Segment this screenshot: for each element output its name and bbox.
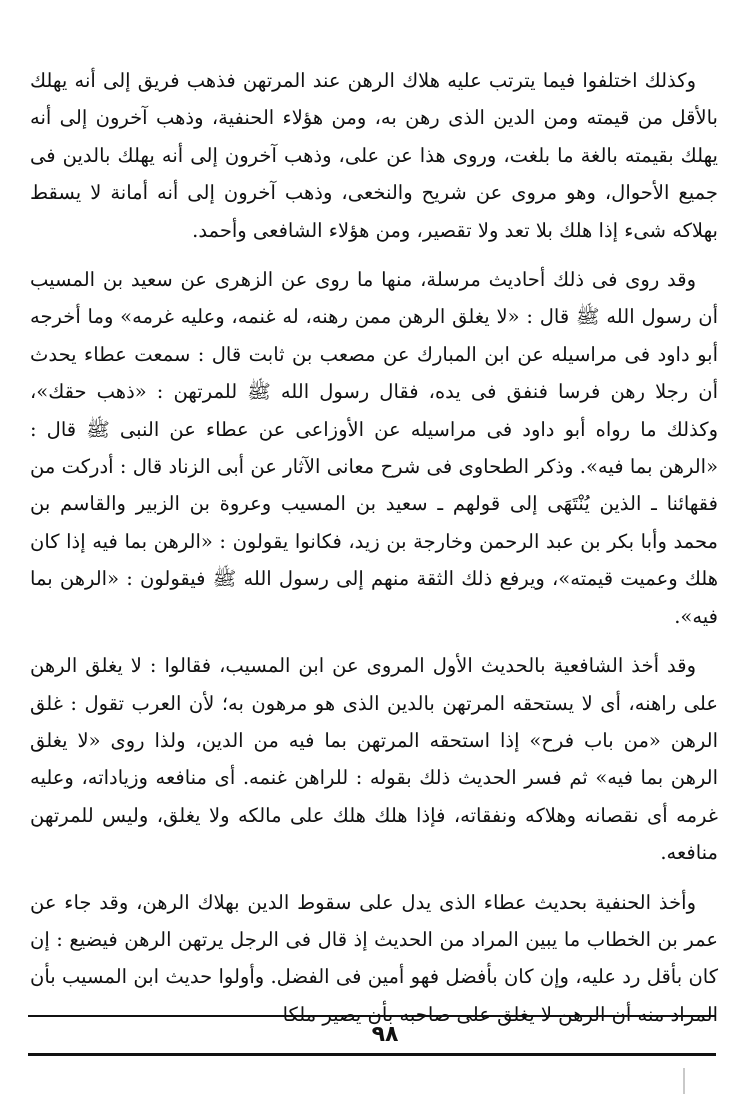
footer-rule-bottom (28, 1053, 716, 1056)
paragraph-1: وكذلك اختلفوا فيما يترتب عليه هلاك الرهن عند المرتهن فذهب فريق إلى أنه يهلك بالأقل من قيمته ومن الدين الذى رهن به، ومن هؤلاء الحنفية، وذهب آخرون إلى أنه يهلك بقيمته بالغة ما بلغت، وروى هذا عن على، وذهب آخرون إلى أنه يهلك بالدين فى جميع الأحوال، وهو مروى عن شريح والنخعى، وذهب آخرون إلى أنه أمانة لا يسقط بهلاكه شىء إذا هلك بلا تعد ولا تقصير، ومن هؤلاء الشافعى وأحمد. (30, 69, 718, 242)
body-text (30, 62, 718, 1033)
footer-rule-top (28, 1015, 716, 1017)
page-number: ٩٨ (371, 1022, 399, 1047)
paragraph-2: وقد روى فى ذلك أحاديث مرسلة، منها ما روى عن الزهرى عن سعيد بن المسيب أن رسول الله ﷺ قال : «لا يغلق الرهن ممن رهنه، له غنمه، وعليه غرمه» وما أخرجه أبو داود فى مراسيله عن ابن المبارك عن مصعب بن ثابت قال : سمعت عطاء يحدث أن رجلا رهن فرسا فنفق فى يده، فقال رسول الله ﷺ للمرتهن : «ذهب حقك»، وكذلك ما رواه أبو داود فى مراسيله عن الأوزاعى عن عطاء عن النبى ﷺ قال : «الرهن بما فيه». وذكر الطحاوى فى شرح معانى الآثار عن أبى الزناد قال : أدركت من فقهائنا ـ الذين يُنْتَهَى إلى قولهم ـ سعيد بن المسيب وعروة بن الزبير والقاسم بن محمد وأبا بكر بن عبد الرحمن وخارجة بن زيد، فكانوا يقولون : «الرهن بما فيه إذا كان هلك وعميت قيمته»، ويرفع ذلك الثقة منهم إلى رسول الله ﷺ فيقولون : «الرهن بما فيه». (30, 268, 718, 628)
scan-margin-mark (683, 1068, 685, 1094)
paragraph-3: وقد أخذ الشافعية بالحديث الأول المروى عن ابن المسيب، فقالوا : لا يغلق الرهن على راهنه، أى لا يستحقه المرتهن بالدين الذى هو مرهون به؛ لأن العرب تقول : غلق الرهن «من باب فرح» إذا استحقه المرتهن بما فيه من الدين، ولذا روى «لا يغلق الرهن بما فيه» ثم فسر الحديث ذلك بقوله : للراهن غنمه. أى منافعه وزياداته، وعليه غرمه أى نقصانه وهلاكه ونفقاته، فإذا هلك هلك على مالكه ولا يغلق، وليس للمرتهن منافعه. (30, 654, 718, 865)
paragraph-4: وأخذ الحنفية بحديث عطاء الذى يدل على سقوط الدين بهلاك الرهن، وقد جاء عن عمر بن الخطاب ما يبين المراد من الحديث إذ قال فى الرجل يرتهن الرهن فيضيع : إن كان بأقل رد عليه، وإن كان بأفضل فهو أمين فى الفضل. وأولوا حديث ابن المسيب بأن المراد منه أن الرهن لا يغلق على صاحبه بأن يصير ملكا (30, 890, 718, 1026)
